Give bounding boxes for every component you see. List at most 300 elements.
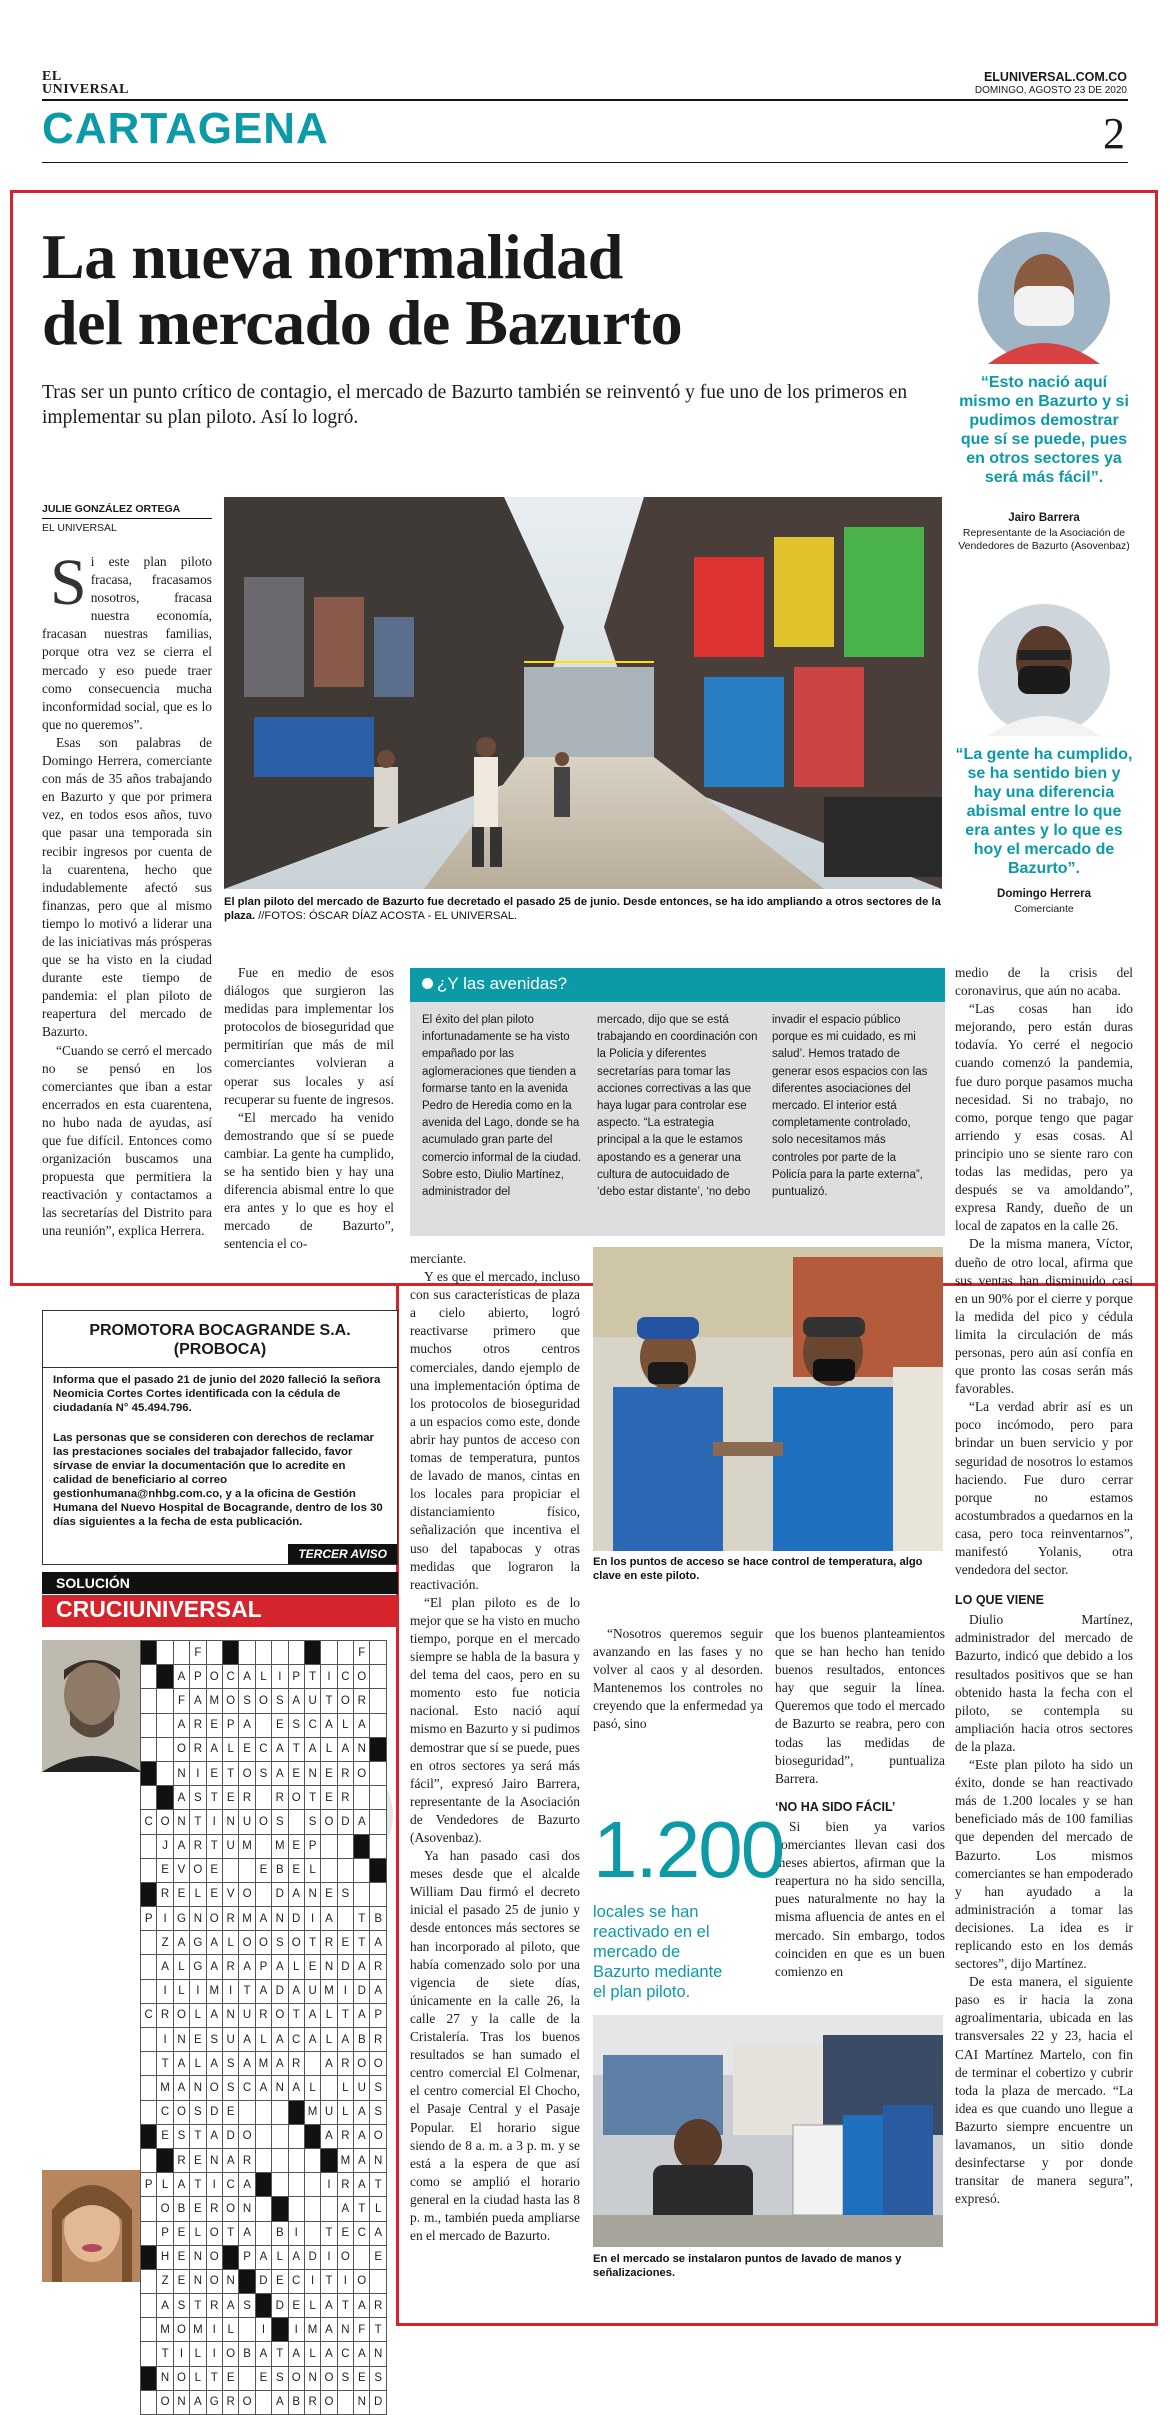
crossword-cell xyxy=(141,1713,157,1737)
author-outlet: EL UNIVERSAL xyxy=(42,522,117,534)
crossword-cell: N xyxy=(304,2366,320,2390)
crossword-cell: T xyxy=(337,2003,353,2027)
crossword-cell: A xyxy=(337,1737,353,1761)
crossword-cell: T xyxy=(190,2124,206,2148)
crossword-cell: O xyxy=(370,2124,386,2148)
crossword-cell: S xyxy=(173,2294,189,2318)
crossword-cell: A xyxy=(190,1689,206,1713)
portrait-domingo-herrera xyxy=(978,604,1110,736)
crossword-cell: M xyxy=(157,2318,173,2342)
crossword-cell xyxy=(370,1834,386,1858)
crossword-cell xyxy=(157,1641,173,1665)
photo-temperature-check[interactable] xyxy=(593,1247,943,1551)
crossword-cell: R xyxy=(173,2148,189,2172)
article-column-2 xyxy=(224,964,394,1254)
crossword-cell xyxy=(370,1689,386,1713)
portrait-art xyxy=(42,2170,142,2282)
crossword-cell: O xyxy=(173,2318,189,2342)
portrait-art xyxy=(978,604,1110,736)
crossword-cell: I xyxy=(321,2173,337,2197)
crossword-cell: A xyxy=(272,2390,288,2414)
crossword-cell: S xyxy=(272,1931,288,1955)
crossword-cell: G xyxy=(206,2390,222,2414)
crossword-cell: I xyxy=(304,2269,320,2293)
crossword-cell: S xyxy=(190,2100,206,2124)
crossword-row xyxy=(141,2124,387,2148)
crossword-cell: T xyxy=(354,2197,370,2221)
crossword-cell: T xyxy=(206,1834,222,1858)
crossword-cell: D xyxy=(337,1810,353,1834)
crossword-cell: C xyxy=(354,2221,370,2245)
photo-illustration xyxy=(593,1247,943,1551)
crossword-cell: A xyxy=(173,2173,189,2197)
crossword-cell xyxy=(141,2052,157,2076)
crossword-cell xyxy=(255,2173,271,2197)
crossword-cell: A xyxy=(288,2342,304,2366)
crossword-cell: E xyxy=(354,2366,370,2390)
crossword-cell: F xyxy=(354,1641,370,1665)
crossword-cell: C xyxy=(141,1810,157,1834)
crossword-cell: E xyxy=(157,2124,173,2148)
byline xyxy=(42,503,212,534)
crossword-cell: A xyxy=(239,2173,255,2197)
crossword-row xyxy=(141,1907,387,1931)
crossword-cell: R xyxy=(190,1834,206,1858)
crossword-cell: T xyxy=(321,2269,337,2293)
crossword-cell: L xyxy=(190,2366,206,2390)
crossword-cell xyxy=(272,2100,288,2124)
crossword-cell: D xyxy=(272,1882,288,1906)
crossword-cell: O xyxy=(255,1931,271,1955)
crossword-cell xyxy=(141,1665,157,1689)
crossword-cell: I xyxy=(206,2173,222,2197)
crossword-cell xyxy=(304,2124,320,2148)
crossword-cell: R xyxy=(370,1955,386,1979)
crossword-cell: I xyxy=(157,1979,173,2003)
crossword-cell: L xyxy=(157,2173,173,2197)
crossword-cell: A xyxy=(321,2294,337,2318)
box-column: invadir el espacio público porque es mi cuidado, es mi salud’. Hemos tratado de generar esos espacios con las diferentes asociaciones del mercado. El interior está completamente controlado, solo necesitamos más controles por parte de la Policía para la parte externa”, puntualizó. xyxy=(772,1014,928,1199)
crossword-cell: E xyxy=(288,1834,304,1858)
crossword-cell: E xyxy=(206,1713,222,1737)
crossword-cell: N xyxy=(157,2366,173,2390)
crossword-cell: L xyxy=(304,2294,320,2318)
crossword-row xyxy=(141,2197,387,2221)
crossword-cell: A xyxy=(321,2318,337,2342)
logo[interactable]: EL UNIVERSAL xyxy=(42,69,129,97)
crossword-cell: H xyxy=(157,2245,173,2269)
crossword-cell xyxy=(288,2148,304,2172)
crossword-row xyxy=(141,1810,387,1834)
crossword-cell: R xyxy=(337,2124,353,2148)
crossword-row xyxy=(141,1955,387,1979)
crossword-cell: E xyxy=(321,1882,337,1906)
crossword-cell xyxy=(239,2269,255,2293)
crossword-label: SOLUCIÓN xyxy=(42,1572,398,1594)
crossword-cell xyxy=(272,2124,288,2148)
crossword-cell: T xyxy=(206,1786,222,1810)
crossword-cell: L xyxy=(321,2003,337,2027)
crossword-cell: O xyxy=(288,2366,304,2390)
crossword-cell xyxy=(157,1665,173,1689)
crossword-cell: R xyxy=(337,2052,353,2076)
crossword-cell: N xyxy=(272,2076,288,2100)
crossword-cell: E xyxy=(288,1858,304,1882)
crossword-cell: Z xyxy=(157,1931,173,1955)
crossword-cell: R xyxy=(288,2052,304,2076)
crossword-row xyxy=(141,2342,387,2366)
crossword-cell xyxy=(337,1858,353,1882)
crossword-cell: O xyxy=(239,2390,255,2414)
crossword-cell xyxy=(370,1858,386,1882)
crossword-cell: R xyxy=(222,2390,238,2414)
crossword-cell: M xyxy=(157,2076,173,2100)
crossword-cell xyxy=(141,1834,157,1858)
crossword-cell: N xyxy=(222,2003,238,2027)
crossword-cell: R xyxy=(206,2197,222,2221)
crossword-cell xyxy=(141,1761,157,1785)
crossword-cell xyxy=(141,2366,157,2390)
crossword-cell: N xyxy=(206,2148,222,2172)
crossword-cell xyxy=(370,1882,386,1906)
crossword-cell: A xyxy=(206,1931,222,1955)
crossword-cell: I xyxy=(321,1665,337,1689)
pull-quote-2-role: Comerciante xyxy=(1014,903,1074,915)
crossword-cell xyxy=(141,1786,157,1810)
crossword-cell: O xyxy=(173,2366,189,2390)
crossword-cell: O xyxy=(222,2197,238,2221)
crossword-cell: R xyxy=(190,1737,206,1761)
crossword-cell: Z xyxy=(157,2269,173,2293)
paragraph: medio de la crisis del coronavirus, que aún no acaba. xyxy=(955,965,1133,999)
lead-paragraph xyxy=(42,546,212,734)
crossword-cell: A xyxy=(173,2076,189,2100)
crossword-cell: L xyxy=(337,2076,353,2100)
main-photo-market-street[interactable] xyxy=(224,497,942,889)
crossword-cell: R xyxy=(337,1761,353,1785)
crossword-cell: L xyxy=(255,1665,271,1689)
crossword-cell: R xyxy=(321,1931,337,1955)
crossword-cell: N xyxy=(321,1955,337,1979)
crossword-cell: A xyxy=(157,2294,173,2318)
pull-quote-2-name: Domingo Herrera xyxy=(997,888,1091,900)
article-column-1 xyxy=(42,546,212,1241)
avenidas-box-header xyxy=(410,968,945,1002)
crossword-portrait-woman-2 xyxy=(42,2170,142,2282)
crossword-cell: C xyxy=(304,1713,320,1737)
crossword-cell: P xyxy=(304,1834,320,1858)
crossword-cell: A xyxy=(255,2245,271,2269)
crossword-cell: A xyxy=(239,2221,255,2245)
crossword-cell: A xyxy=(173,1834,189,1858)
crossword-cell xyxy=(141,2245,157,2269)
crossword-cell: J xyxy=(157,1834,173,1858)
crossword-cell: T xyxy=(304,1786,320,1810)
crossword-cell: A xyxy=(255,1979,271,2003)
crossword-cell: S xyxy=(222,2076,238,2100)
paragraph: “El plan piloto es de lo mejor que se ha visto en mucho tiempo, porque en el mercado siempre se habla de la basura y del tema del caos, pero en su momento esto fue noticia nacional. Esto nació aquí mismo en Bazurto y si pudimos demostrar que sí se puede, pues en otros sectores ya será más fácil”, expresó Jairo Barrera, representante de la Asociación de Vendedores de Bazurto (Asovenbaz). xyxy=(410,1594,580,1845)
crossword-cell: S xyxy=(239,1689,255,1713)
notice-tag: TERCER AVISO xyxy=(288,1544,397,1564)
photo-credit: //FOTOS: ÓSCAR DÍAZ ACOSTA - EL UNIVERSAL. xyxy=(258,910,518,922)
crossword-cell xyxy=(354,2245,370,2269)
photo-temperature-caption: En los puntos de acceso se hace control de temperatura, algo clave en este piloto. xyxy=(593,1556,923,1582)
dropcap: S xyxy=(50,546,87,619)
crossword-cell xyxy=(288,2100,304,2124)
crossword-cell: M xyxy=(190,2318,206,2342)
crossword-cell: P xyxy=(222,1713,238,1737)
crossword-cell: A xyxy=(337,2028,353,2052)
headline xyxy=(42,221,683,358)
crossword-cell: O xyxy=(206,2076,222,2100)
site-url[interactable]: ELUNIVERSAL.COM.CO xyxy=(983,70,1127,84)
crossword-cell xyxy=(141,1931,157,1955)
notice-title-line-1: PROMOTORA BOCAGRANDE S.A. xyxy=(89,1322,351,1339)
crossword-row xyxy=(141,1737,387,1761)
crossword-cell: O xyxy=(288,1931,304,1955)
crossword-cell: T xyxy=(190,2173,206,2197)
crossword-cell: P xyxy=(190,1665,206,1689)
crossword-cell: C xyxy=(288,2269,304,2293)
crossword-cell: A xyxy=(239,1665,255,1689)
crossword-cell xyxy=(141,2221,157,2245)
crossword-cell: L xyxy=(304,2342,320,2366)
crossword-cell: A xyxy=(288,2076,304,2100)
crossword-cell: E xyxy=(255,2366,271,2390)
crossword-cell: A xyxy=(370,1931,386,1955)
crossword-cell: P xyxy=(288,1665,304,1689)
crossword-cell xyxy=(157,1761,173,1785)
crossword-cell xyxy=(304,1641,320,1665)
crossword-row xyxy=(141,1761,387,1785)
crossword-cell: O xyxy=(239,2124,255,2148)
crossword-cell xyxy=(354,1834,370,1858)
crossword-cell: A xyxy=(288,1689,304,1713)
crossword-cell: U xyxy=(239,1810,255,1834)
crossword-cell: T xyxy=(304,1931,320,1955)
crossword-cell: L xyxy=(321,2028,337,2052)
crossword-row xyxy=(141,2294,387,2318)
box-column: mercado, dijo que se está trabajando en coordinación con la Policía y diferentes secretarías para tomar las acciones correctivas a las que haya lugar para controlar ese aspecto. “La estrategia principal a la que le estamos apostando es a generar una cultura de autocuidado de ‘debo estar distante’, ‘no debo xyxy=(597,1014,758,1199)
crossword-cell: A xyxy=(272,1955,288,1979)
crossword-cell: T xyxy=(321,2221,337,2245)
portrait-jairo-barrera xyxy=(978,232,1110,364)
crossword-cell: O xyxy=(337,2245,353,2269)
crossword-cell xyxy=(141,2269,157,2293)
crossword-cell xyxy=(337,1641,353,1665)
paragraph: que los buenos planteamientos que se han hecho han tenido buenos resultados, entonces hay que seguir la línea. Queremos que todo el mercado de Bazurto se reabra, pero con todas las medidas de bioseguridad”, puntualiza Barrera. xyxy=(775,1626,945,1786)
crossword-cell xyxy=(141,1737,157,1761)
crossword-cell: A xyxy=(370,1979,386,2003)
crossword-cell: P xyxy=(239,2245,255,2269)
crossword-cell: A xyxy=(304,2003,320,2027)
crossword-cell: O xyxy=(321,1810,337,1834)
crossword-cell: E xyxy=(173,2269,189,2293)
crossword-cell: A xyxy=(288,1979,304,2003)
article-column-4 xyxy=(593,1625,763,1734)
section-title: CARTAGENA xyxy=(42,104,329,153)
crossword-cell: V xyxy=(222,1882,238,1906)
crossword-cell xyxy=(141,2390,157,2414)
crossword-cell: L xyxy=(173,1955,189,1979)
crossword-cell: S xyxy=(288,1713,304,1737)
crossword-cell: O xyxy=(354,2269,370,2293)
crossword-cell xyxy=(272,2318,288,2342)
crossword-row xyxy=(141,2318,387,2342)
crossword-row xyxy=(141,1641,387,1665)
crossword-cell: C xyxy=(337,1665,353,1689)
crossword-cell: A xyxy=(173,1713,189,1737)
crossword-cell xyxy=(321,1641,337,1665)
crossword-cell: O xyxy=(206,2245,222,2269)
crossword-cell: A xyxy=(239,2028,255,2052)
crossword-cell: L xyxy=(190,2221,206,2245)
crossword-cell: B xyxy=(173,2197,189,2221)
crossword-cell: T xyxy=(190,1810,206,1834)
crossword-cell: T xyxy=(337,2294,353,2318)
crossword-cell: O xyxy=(157,2390,173,2414)
crossword-cell: T xyxy=(190,2294,206,2318)
crossword-cell: M xyxy=(206,1689,222,1713)
pull-quote-1: “Esto nació aquí mismo en Bazurto y si pudimos demostrar que sí se puede, pues en otros sectores ya será más fácil”. xyxy=(959,374,1129,486)
subhead: Tras ser un punto crítico de contagio, el mercado de Bazurto también se reinventó y fue uno de los primeros en implementar su plan piloto. Así lo logró. xyxy=(42,382,908,428)
crossword-cell xyxy=(255,1834,271,1858)
crossword-cell xyxy=(141,2148,157,2172)
crossword-cell: A xyxy=(354,1713,370,1737)
crossword-cell: M xyxy=(255,2052,271,2076)
box-column: El éxito del plan piloto infortunadamente se ha visto empañado por las aglomeraciones que tienden a formarse tanto en la avenida Pedro de Heredia como en la avenida del Lago, donde se ha acumulado gran parte del comercio informal de la ciudad. Sobre esto, Diulio Martínez, administrador del xyxy=(422,1014,582,1199)
bullet-icon xyxy=(422,978,433,989)
crossword-row xyxy=(141,1689,387,1713)
crossword-cell: L xyxy=(304,1858,320,1882)
crossword-row xyxy=(141,1931,387,1955)
crossword-cell: E xyxy=(272,2269,288,2293)
crossword-cell: A xyxy=(354,2003,370,2027)
crossword-cell: T xyxy=(370,2318,386,2342)
crossword-cell xyxy=(157,1689,173,1713)
crossword-cell: I xyxy=(337,2269,353,2293)
crossword-row xyxy=(141,2003,387,2027)
crossword-cell: A xyxy=(255,1907,271,1931)
photo-handwashing[interactable] xyxy=(593,2015,943,2247)
crossword-cell: N xyxy=(222,1810,238,1834)
crossword-cell: A xyxy=(354,2342,370,2366)
crossword-cell xyxy=(370,1786,386,1810)
crossword-cell: S xyxy=(370,2100,386,2124)
photo-illustration xyxy=(593,2015,943,2247)
crossword-row xyxy=(141,2221,387,2245)
crossword-cell: L xyxy=(222,1737,238,1761)
crossword-cell: A xyxy=(321,2052,337,2076)
paragraph: Fue en medio de esos diálogos que surgieron las medidas para implementar los protocolos de bioseguridad que permitirían que más de mil comerciantes volvieran a operar sus locales y así recuperar su fuente de ingresos. xyxy=(224,965,394,1107)
paragraph: Si bien ya varios comerciantes llevan casi dos meses abiertos, afirman que la reapertura no ha sido sencilla, pues naturalmente no hay la misma afluencia de antes en el mercado. Sin embargo, todos coinciden en que es un buen comienzo en xyxy=(775,1818,945,1979)
crossword-cell: T xyxy=(370,2173,386,2197)
crossword-cell: E xyxy=(206,1882,222,1906)
crossword-cell: R xyxy=(239,1786,255,1810)
crossword-cell: I xyxy=(337,1979,353,2003)
crossword-cell: A xyxy=(321,2342,337,2366)
crossword-cell xyxy=(239,2100,255,2124)
crossword-grid xyxy=(140,1640,387,2415)
crossword-cell: O xyxy=(354,2052,370,2076)
crossword-cell xyxy=(337,1907,353,1931)
crossword-cell: D xyxy=(304,2245,320,2269)
crossword-cell xyxy=(337,2390,353,2414)
crossword-row xyxy=(141,1834,387,1858)
crossword-cell: C xyxy=(222,2173,238,2197)
crossword-cell: T xyxy=(222,2221,238,2245)
crossword-cell: T xyxy=(272,2342,288,2366)
lead-text: i este plan piloto fracasa, fracasamos nosotros, fracasa nuestra economía, fracasan nuestras familias, porque otra vez se cierra el mercado y eso puede traer como consecuencia mucha inconformidad social, que es lo que no queremos”. xyxy=(42,554,212,732)
crossword-cell xyxy=(370,1810,386,1834)
crossword-cell xyxy=(255,1786,271,1810)
crossword-cell: A xyxy=(354,1955,370,1979)
crossword-cell: R xyxy=(206,2294,222,2318)
crossword-cell: A xyxy=(157,1955,173,1979)
crossword-cell: N xyxy=(370,2342,386,2366)
crossword-cell: P xyxy=(157,2221,173,2245)
crossword-cell xyxy=(321,1858,337,1882)
crossword-cell: G xyxy=(173,1907,189,1931)
crossword-cell: S xyxy=(222,2052,238,2076)
crossword-cell xyxy=(141,1641,157,1665)
crossword-cell: N xyxy=(304,1761,320,1785)
crossword-cell xyxy=(255,1641,271,1665)
paragraph: “El mercado ha venido demostrando que sí se puede cambiar. La gente ha cumplido, se ha sentido bien y hay una diferencia abismal entre lo que era antes y lo que es hoy el mercado de Bazurto”, sentencia el co- xyxy=(224,1109,394,1252)
pull-quote-2: “La gente ha cumplido, se ha sentido bien y hay una diferencia abismal entre lo que era antes y lo que es hoy el mercado de Bazurto”. xyxy=(955,746,1133,877)
article-column-5 xyxy=(775,1625,945,1981)
crossword-cell: B xyxy=(272,2221,288,2245)
crossword-cell: A xyxy=(272,2028,288,2052)
crossword-cell: E xyxy=(157,1858,173,1882)
crossword-cell: N xyxy=(304,1882,320,1906)
page-number: 2 xyxy=(1103,109,1125,158)
crossword-row xyxy=(141,2028,387,2052)
crossword-cell: A xyxy=(222,2294,238,2318)
crossword-cell: L xyxy=(190,2003,206,2027)
crossword-cell xyxy=(288,1810,304,1834)
crossword-cell: R xyxy=(222,1955,238,1979)
crossword-cell xyxy=(141,2124,157,2148)
crossword-cell xyxy=(255,2294,271,2318)
crossword-cell: L xyxy=(190,2342,206,2366)
crossword-cell: N xyxy=(354,2390,370,2414)
crossword-cell: E xyxy=(173,2221,189,2245)
section-rule xyxy=(42,162,1128,163)
pull-quote-1-role: Representante de la Asociación de Vendedores de Bazurto (Asovenbaz) xyxy=(958,527,1130,552)
crossword-cell: S xyxy=(272,1689,288,1713)
crossword-cell: T xyxy=(304,1665,320,1689)
crossword-cell: M xyxy=(304,2100,320,2124)
crossword-cell: L xyxy=(190,1882,206,1906)
paragraph: Esas son palabras de Domingo Herrera, comerciante con más de 35 años trabajando en Bazurto y que por primera vez, en todos esos años, tuvo que pasar una temporada sin recibir ingresos por cuenta de la cuarentena, hecho que indudablemente afectó sus finanzas, pero que al mismo tiempo lo motivó a liderar una de las iniciativas más prósperas que se ha visto en la ciudad durante este tiempo de pandemia: el plan piloto de reapertura del mercado de Bazurto. xyxy=(42,734,212,1040)
crossword-cell: P xyxy=(370,2003,386,2027)
crossword-cell: O xyxy=(206,2221,222,2245)
paragraph: “Cuando se cerró el mercado no se pensó en los comerciantes que iban a estar encerrados en esta cuarentena, no hubo nada de ayudas, así que fue difícil. Entonces como organización buscamos una propuesta que permitiera la reactivación y contactamos a las secretarías del Distrito para una reunión”, explica Herrera. xyxy=(42,1042,212,1239)
crossword-cell: T xyxy=(157,2342,173,2366)
issue-date: DOMINGO, AGOSTO 23 DE 2020 xyxy=(974,85,1127,96)
crossword-cell: I xyxy=(157,2028,173,2052)
crossword-cell: B xyxy=(370,1907,386,1931)
crossword-cell: R xyxy=(370,2294,386,2318)
crossword-cell: O xyxy=(157,1810,173,1834)
crossword-cell: O xyxy=(255,1689,271,1713)
paragraph: De la misma manera, Víctor, dueño de otro local, afirma que sus ventas han disminuido casi en un 90% por el cierre y porque la medida del pico y cédula limita la circulación de más personas, pero aún así confía en que pronto las cosas serán más favorables. xyxy=(955,1236,1133,1397)
crossword-cell: O xyxy=(321,2390,337,2414)
crossword-cell: A xyxy=(272,1737,288,1761)
crossword-cell: T xyxy=(206,2366,222,2390)
crossword-cell: I xyxy=(288,2221,304,2245)
